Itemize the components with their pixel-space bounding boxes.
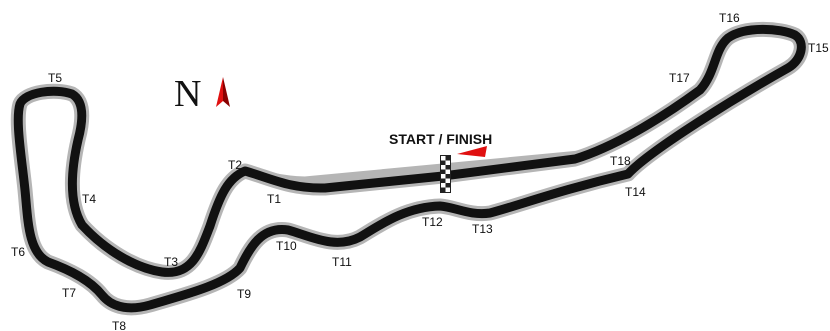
checker-square [441, 179, 446, 184]
checker-square [446, 170, 451, 175]
turn-label-t1: T1 [267, 192, 282, 206]
checker-square [441, 165, 446, 170]
turn-label-t15: T15 [808, 41, 829, 55]
turn-label-t11: T11 [332, 255, 352, 269]
turn-label-t6: T6 [11, 245, 26, 259]
checker-square [446, 161, 451, 166]
turn-label-t18: T18 [610, 154, 631, 168]
checker-square [446, 179, 451, 184]
checker-square [441, 170, 446, 175]
checker-square [446, 183, 451, 188]
checkered-flag-icon [440, 155, 451, 193]
checker-square [446, 174, 451, 179]
checker-square [441, 183, 446, 188]
checker-square [441, 188, 446, 193]
turn-label-t7: T7 [62, 286, 77, 300]
turn-label-t4: T4 [82, 192, 97, 206]
turn-label-t13: T13 [472, 222, 493, 236]
start-finish-label: START / FINISH [389, 131, 493, 147]
north-letter: N [174, 73, 202, 115]
turn-label-t8: T8 [112, 319, 127, 331]
checker-square [441, 156, 446, 161]
direction-arrow-icon [457, 146, 487, 157]
turn-label-t12: T12 [422, 215, 443, 229]
checker-square [446, 156, 451, 161]
turn-label-t2: T2 [228, 158, 243, 172]
checker-square [446, 165, 451, 170]
checker-square [441, 174, 446, 179]
north-arrow-icon [216, 77, 230, 107]
turn-label-t14: T14 [625, 185, 646, 199]
turn-label-t3: T3 [164, 255, 179, 269]
checker-square [446, 188, 451, 193]
turn-label-t5: T5 [48, 71, 63, 85]
turn-label-t17: T17 [669, 71, 690, 85]
turn-label-t9: T9 [237, 287, 252, 301]
turn-label-t16: T16 [719, 11, 740, 25]
turn-label-t10: T10 [276, 239, 297, 253]
checker-square [441, 161, 446, 166]
